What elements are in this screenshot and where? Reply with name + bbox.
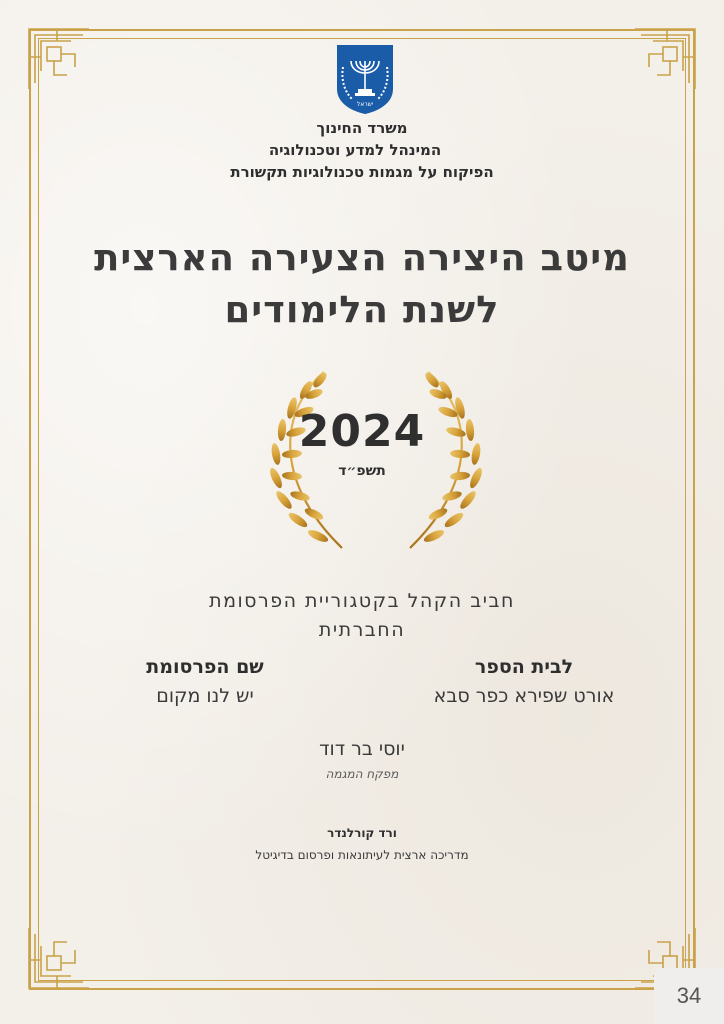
guide-role: מדריכה ארצית לעיתונאות ופרסום בדיגיטל (255, 848, 469, 862)
guide-name: ורד קורלנדר (327, 826, 397, 840)
title-line-1: מיטב היצירה הצעירה הארצית (94, 236, 630, 279)
page-number: 34 (654, 968, 724, 1024)
corner-ornament-icon (27, 926, 91, 990)
emblem-text: ישראל (356, 101, 374, 108)
certificate-title (0, 232, 724, 336)
ministry-header (0, 117, 724, 183)
award-year: 2024 (298, 406, 426, 457)
ad-name-label: שם הפרסומת (146, 656, 264, 678)
school-block (394, 654, 654, 712)
school-label: לבית הספר (474, 656, 574, 678)
laurel-wreath-icon (262, 368, 490, 556)
ministry-department: הפיקוח על מגמות טכנולוגיות תקשורת (230, 163, 494, 181)
category-line-1: חביב הקהל בקטגוריית הפרסומת (209, 590, 515, 612)
ministry-name: משרד החינוך (316, 119, 408, 137)
menorah-emblem-icon (334, 43, 396, 115)
corner-ornament-icon (633, 27, 697, 91)
ad-name: יש לנו מקום (156, 685, 254, 707)
school-name: אורט שפירא כפר סבא (433, 685, 615, 707)
category-line-2: החברתית (318, 619, 406, 641)
ad-block (100, 654, 310, 712)
corner-ornament-icon (27, 27, 91, 91)
title-line-2: לשנת הלימודים (224, 288, 500, 331)
ministry-division: המינהל למדע וטכנולוגיה (268, 141, 442, 159)
award-category (0, 587, 724, 645)
supervisor-name: יוסי בר דוד (319, 738, 405, 760)
supervisor-role: מפקח המגמה (325, 767, 399, 781)
hebrew-year: תשפ״ד (338, 463, 386, 479)
